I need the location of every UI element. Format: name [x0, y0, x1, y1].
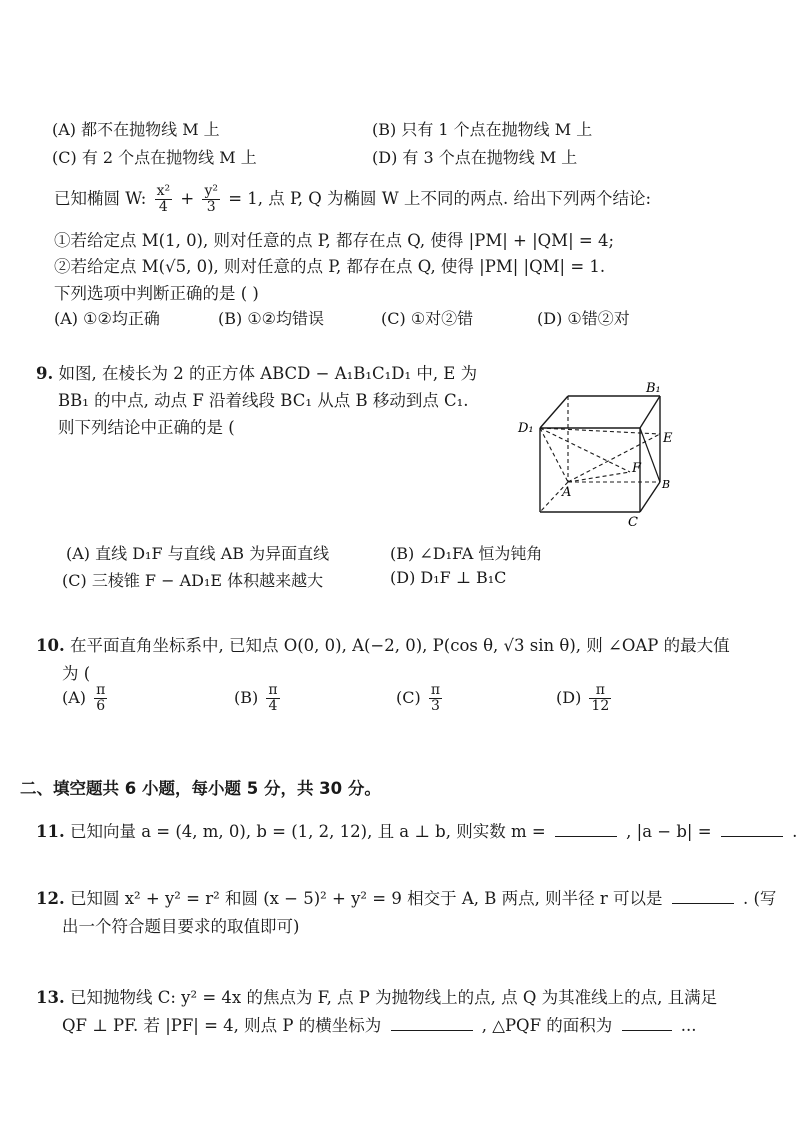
q10-c-frac — [429, 683, 442, 714]
cube-diagonal — [540, 428, 630, 472]
q10-d-label: (D) — [556, 688, 582, 707]
cube-diagonal — [540, 428, 568, 482]
q8-question: 下列选项中判断正确的是 ( ) — [54, 284, 259, 303]
q13-blank-area[interactable] — [622, 1028, 672, 1031]
q12-blank-r[interactable] — [672, 901, 734, 904]
q8-conclusion-2: ②若给定点 M(√5, 0), 则对任意的点 P, 都存在点 Q, 使得 |PM| |QM| = 1. — [54, 257, 606, 276]
q11-line — [36, 818, 797, 842]
q10-b-den: 4 — [268, 698, 278, 714]
q8-conclusion-1: ①若给定点 M(1, 0), 则对任意的点 P, 都存在点 Q, 使得 |PM| + |QM| = 4; — [54, 231, 615, 250]
q10-b-label: (B) — [234, 688, 259, 707]
q9-number: 9. — [36, 364, 54, 383]
label-c: C — [628, 515, 638, 530]
q10-d-frac — [589, 683, 611, 714]
q8-option-d: (D) ①错②对 — [537, 309, 630, 328]
q10-b-num: π — [268, 682, 278, 698]
q7-option-a: (A) 都不在抛物线 M 上 — [52, 120, 220, 139]
q8-frac2-den: 3 — [206, 199, 216, 215]
q10-number: 10. — [36, 636, 65, 655]
q13-line-1 — [36, 984, 717, 1008]
q9-option-d: (D) D₁F ⊥ B₁C — [390, 568, 507, 587]
q12-line-2: 出一个符合题目要求的取值即可) — [62, 917, 300, 936]
q11-text: 已知向量 a = (4, m, 0), b = (1, 2, 12), 且 a ⊥ b, 则实数 m = — [69, 822, 546, 841]
q10-line-2: 为 ( — [62, 664, 91, 683]
q13-line-2 — [62, 1012, 697, 1036]
q13-blank-x[interactable] — [391, 1028, 473, 1031]
q10-b-frac — [266, 683, 279, 714]
q8-option-a: (A) ①②均正确 — [54, 309, 160, 328]
q9-line-1 — [36, 360, 477, 384]
q12-line-1 — [36, 885, 776, 909]
q8-fraction-x — [155, 184, 173, 215]
q9-cube-figure — [510, 372, 690, 532]
q11-blank-m[interactable] — [555, 834, 617, 837]
q10-a-den: 6 — [96, 698, 106, 714]
cube-edge — [640, 482, 660, 512]
q10-a-num: π — [96, 682, 106, 698]
q10-option-b — [234, 683, 283, 714]
q12-text: 已知圆 x² + y² = r² 和圆 (x − 5)² + y² = 9 相交于 A, B 两点, 则半径 r 可以是 — [69, 889, 663, 908]
q10-c-label: (C) — [396, 688, 421, 707]
q12-end: . (写 — [743, 889, 777, 908]
q11-end: . — [792, 822, 797, 841]
q10-d-den: 12 — [591, 698, 610, 714]
q12-number: 12. — [36, 889, 65, 908]
q11-mid: , |a − b| = — [626, 822, 712, 841]
q8-frac2-num: y² — [204, 183, 218, 199]
q10-option-d — [556, 683, 614, 714]
label-b1: B₁ — [646, 381, 661, 396]
q8-stem-suffix: = 1, 点 P, Q 为椭圆 W 上不同的两点. 给出下列两个结论: — [228, 189, 652, 208]
q9-line-2: BB₁ 的中点, 动点 F 沿着线段 BC₁ 从点 B 移动到点 C₁. — [58, 391, 469, 410]
q9-option-c: (C) 三棱锥 F − AD₁E 体积越来越大 — [62, 571, 324, 590]
q11-number: 11. — [36, 822, 65, 841]
q10-line-1 — [36, 632, 730, 656]
cube-edge — [640, 396, 660, 428]
q10-text-1: 在平面直角坐标系中, 已知点 O(0, 0), A(−2, 0), P(cos θ, √3 sin θ), 则 ∠OAP 的最大值 — [69, 636, 730, 655]
label-e: E — [663, 431, 673, 446]
q10-option-c — [396, 683, 445, 714]
q8-plus: + — [180, 189, 195, 208]
q8-frac1-den: 4 — [158, 199, 168, 215]
q10-c-den: 3 — [430, 698, 440, 714]
q9-option-a: (A) 直线 D₁F 与直线 AB 为异面直线 — [66, 544, 330, 563]
q7-option-d: (D) 有 3 个点在抛物线 M 上 — [372, 148, 578, 167]
q10-option-a — [62, 683, 110, 714]
q10-d-num: π — [589, 683, 611, 699]
q10-a-label: (A) — [62, 688, 87, 707]
q8-option-b: (B) ①②均错误 — [218, 309, 325, 328]
q8-frac1-num: x² — [156, 183, 171, 199]
q9-line-3: 则下列结论中正确的是 ( — [58, 418, 235, 437]
q10-a-frac — [94, 683, 107, 714]
q13-text-2b: , △PQF 的面积为 — [481, 1016, 613, 1035]
q9-option-b: (B) ∠D₁FA 恒为钝角 — [390, 544, 543, 563]
q7-option-b: (B) 只有 1 个点在抛物线 M 上 — [372, 120, 593, 139]
label-d1: D₁ — [518, 421, 534, 436]
label-b: B — [662, 478, 671, 491]
q9-text-1: 如图, 在棱长为 2 的正方体 ABCD − A₁B₁C₁D₁ 中, E 为 — [58, 364, 478, 383]
q13-text-2c: ... — [680, 1016, 697, 1035]
q11-blank-norm[interactable] — [721, 834, 783, 837]
q10-c-num: π — [430, 682, 441, 698]
section-2-title: 二、填空题共 6 小题，每小题 5 分，共 30 分。 — [20, 779, 381, 798]
q13-text-2a: QF ⊥ PF. 若 |PF| = 4, 则点 P 的横坐标为 — [62, 1016, 382, 1035]
q8-stem-prefix: 已知椭圆 W: — [54, 189, 147, 208]
q13-number: 13. — [36, 988, 65, 1007]
q8-stem — [54, 184, 651, 215]
label-a: A — [562, 485, 572, 500]
cube-edge — [540, 396, 568, 428]
label-f: F — [632, 461, 642, 476]
q7-option-c: (C) 有 2 个点在抛物线 M 上 — [52, 148, 257, 167]
cube-diagonal — [568, 434, 660, 482]
q13-text-1: 已知抛物线 C: y² = 4x 的焦点为 F, 点 P 为抛物线上的点, 点 Q 为其准线上的点, 且满足 — [69, 988, 718, 1007]
q8-option-c: (C) ①对②错 — [381, 309, 474, 328]
q8-fraction-y — [202, 184, 220, 215]
